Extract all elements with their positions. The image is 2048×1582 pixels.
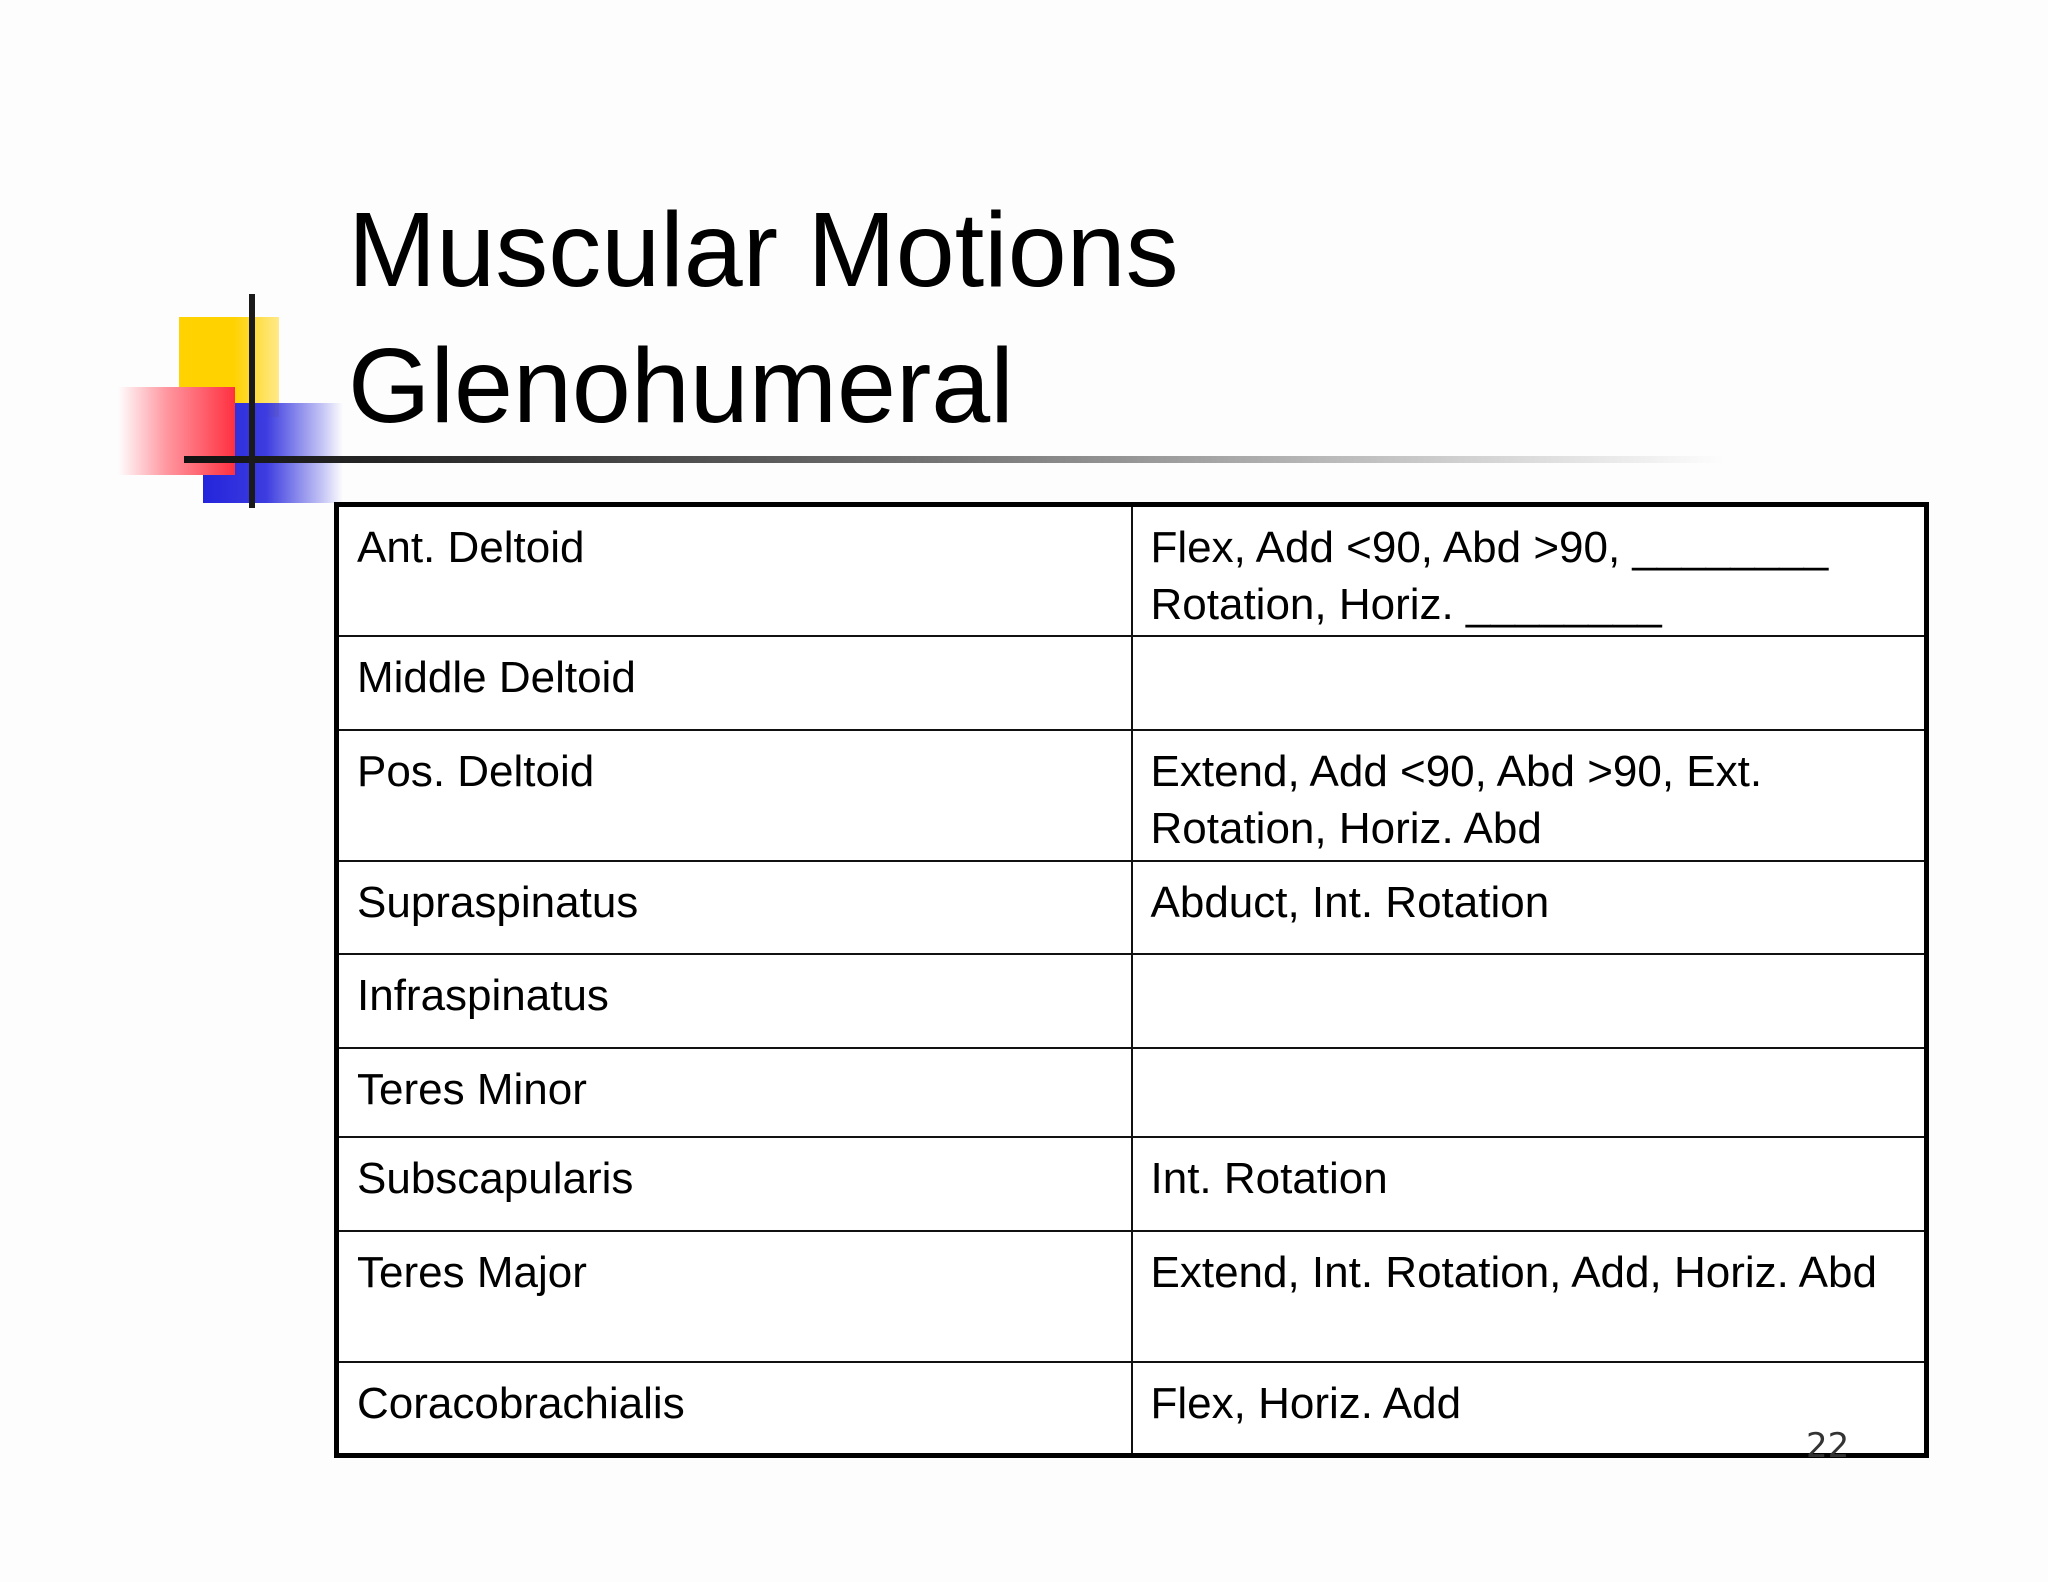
muscle-cell: Coracobrachialis bbox=[337, 1362, 1132, 1456]
motion-cell bbox=[1132, 954, 1927, 1048]
muscle-cell: Supraspinatus bbox=[337, 861, 1132, 954]
motion-cell: Extend, Int. Rotation, Add, Horiz. Abd bbox=[1132, 1231, 1927, 1362]
muscle-cell: Teres Major bbox=[337, 1231, 1132, 1362]
muscle-cell: Ant. Deltoid bbox=[337, 505, 1132, 636]
motion-cell bbox=[1132, 636, 1927, 730]
motion-cell: Flex, Horiz. Add bbox=[1132, 1362, 1927, 1456]
muscle-cell: Infraspinatus bbox=[337, 954, 1132, 1048]
motion-cell: Extend, Add <90, Abd >90, Ext. Rotation, Horiz. Abd bbox=[1132, 730, 1927, 861]
motion-cell: Int. Rotation bbox=[1132, 1137, 1927, 1231]
table-row bbox=[337, 1137, 1927, 1231]
muscle-cell: Subscapularis bbox=[337, 1137, 1132, 1231]
muscle-cell: Teres Minor bbox=[337, 1048, 1132, 1137]
table-row bbox=[337, 861, 1927, 954]
motion-cell: Flex, Add <90, Abd >90, ________ Rotation, Horiz. ________ bbox=[1132, 505, 1927, 636]
slide-title-line-2: Glenohumeral bbox=[348, 327, 1014, 445]
motion-cell bbox=[1132, 1048, 1927, 1137]
table-row bbox=[337, 1362, 1927, 1456]
table-row bbox=[337, 954, 1927, 1048]
muscle-cell: Pos. Deltoid bbox=[337, 730, 1132, 861]
slide-title bbox=[348, 182, 1848, 454]
table-row bbox=[337, 1231, 1927, 1362]
table-row bbox=[337, 1048, 1927, 1137]
muscle-cell: Middle Deltoid bbox=[337, 636, 1132, 730]
muscle-motions-table bbox=[334, 502, 1929, 1458]
title-underline-rule bbox=[184, 456, 1724, 463]
table-row bbox=[337, 505, 1927, 636]
table-row bbox=[337, 730, 1927, 861]
motion-cell: Abduct, Int. Rotation bbox=[1132, 861, 1927, 954]
table-row bbox=[337, 636, 1927, 730]
page-number: 22 bbox=[1806, 1426, 1850, 1466]
decorative-vertical-rule bbox=[249, 294, 255, 508]
slide-title-line-1: Muscular Motions bbox=[348, 191, 1179, 309]
